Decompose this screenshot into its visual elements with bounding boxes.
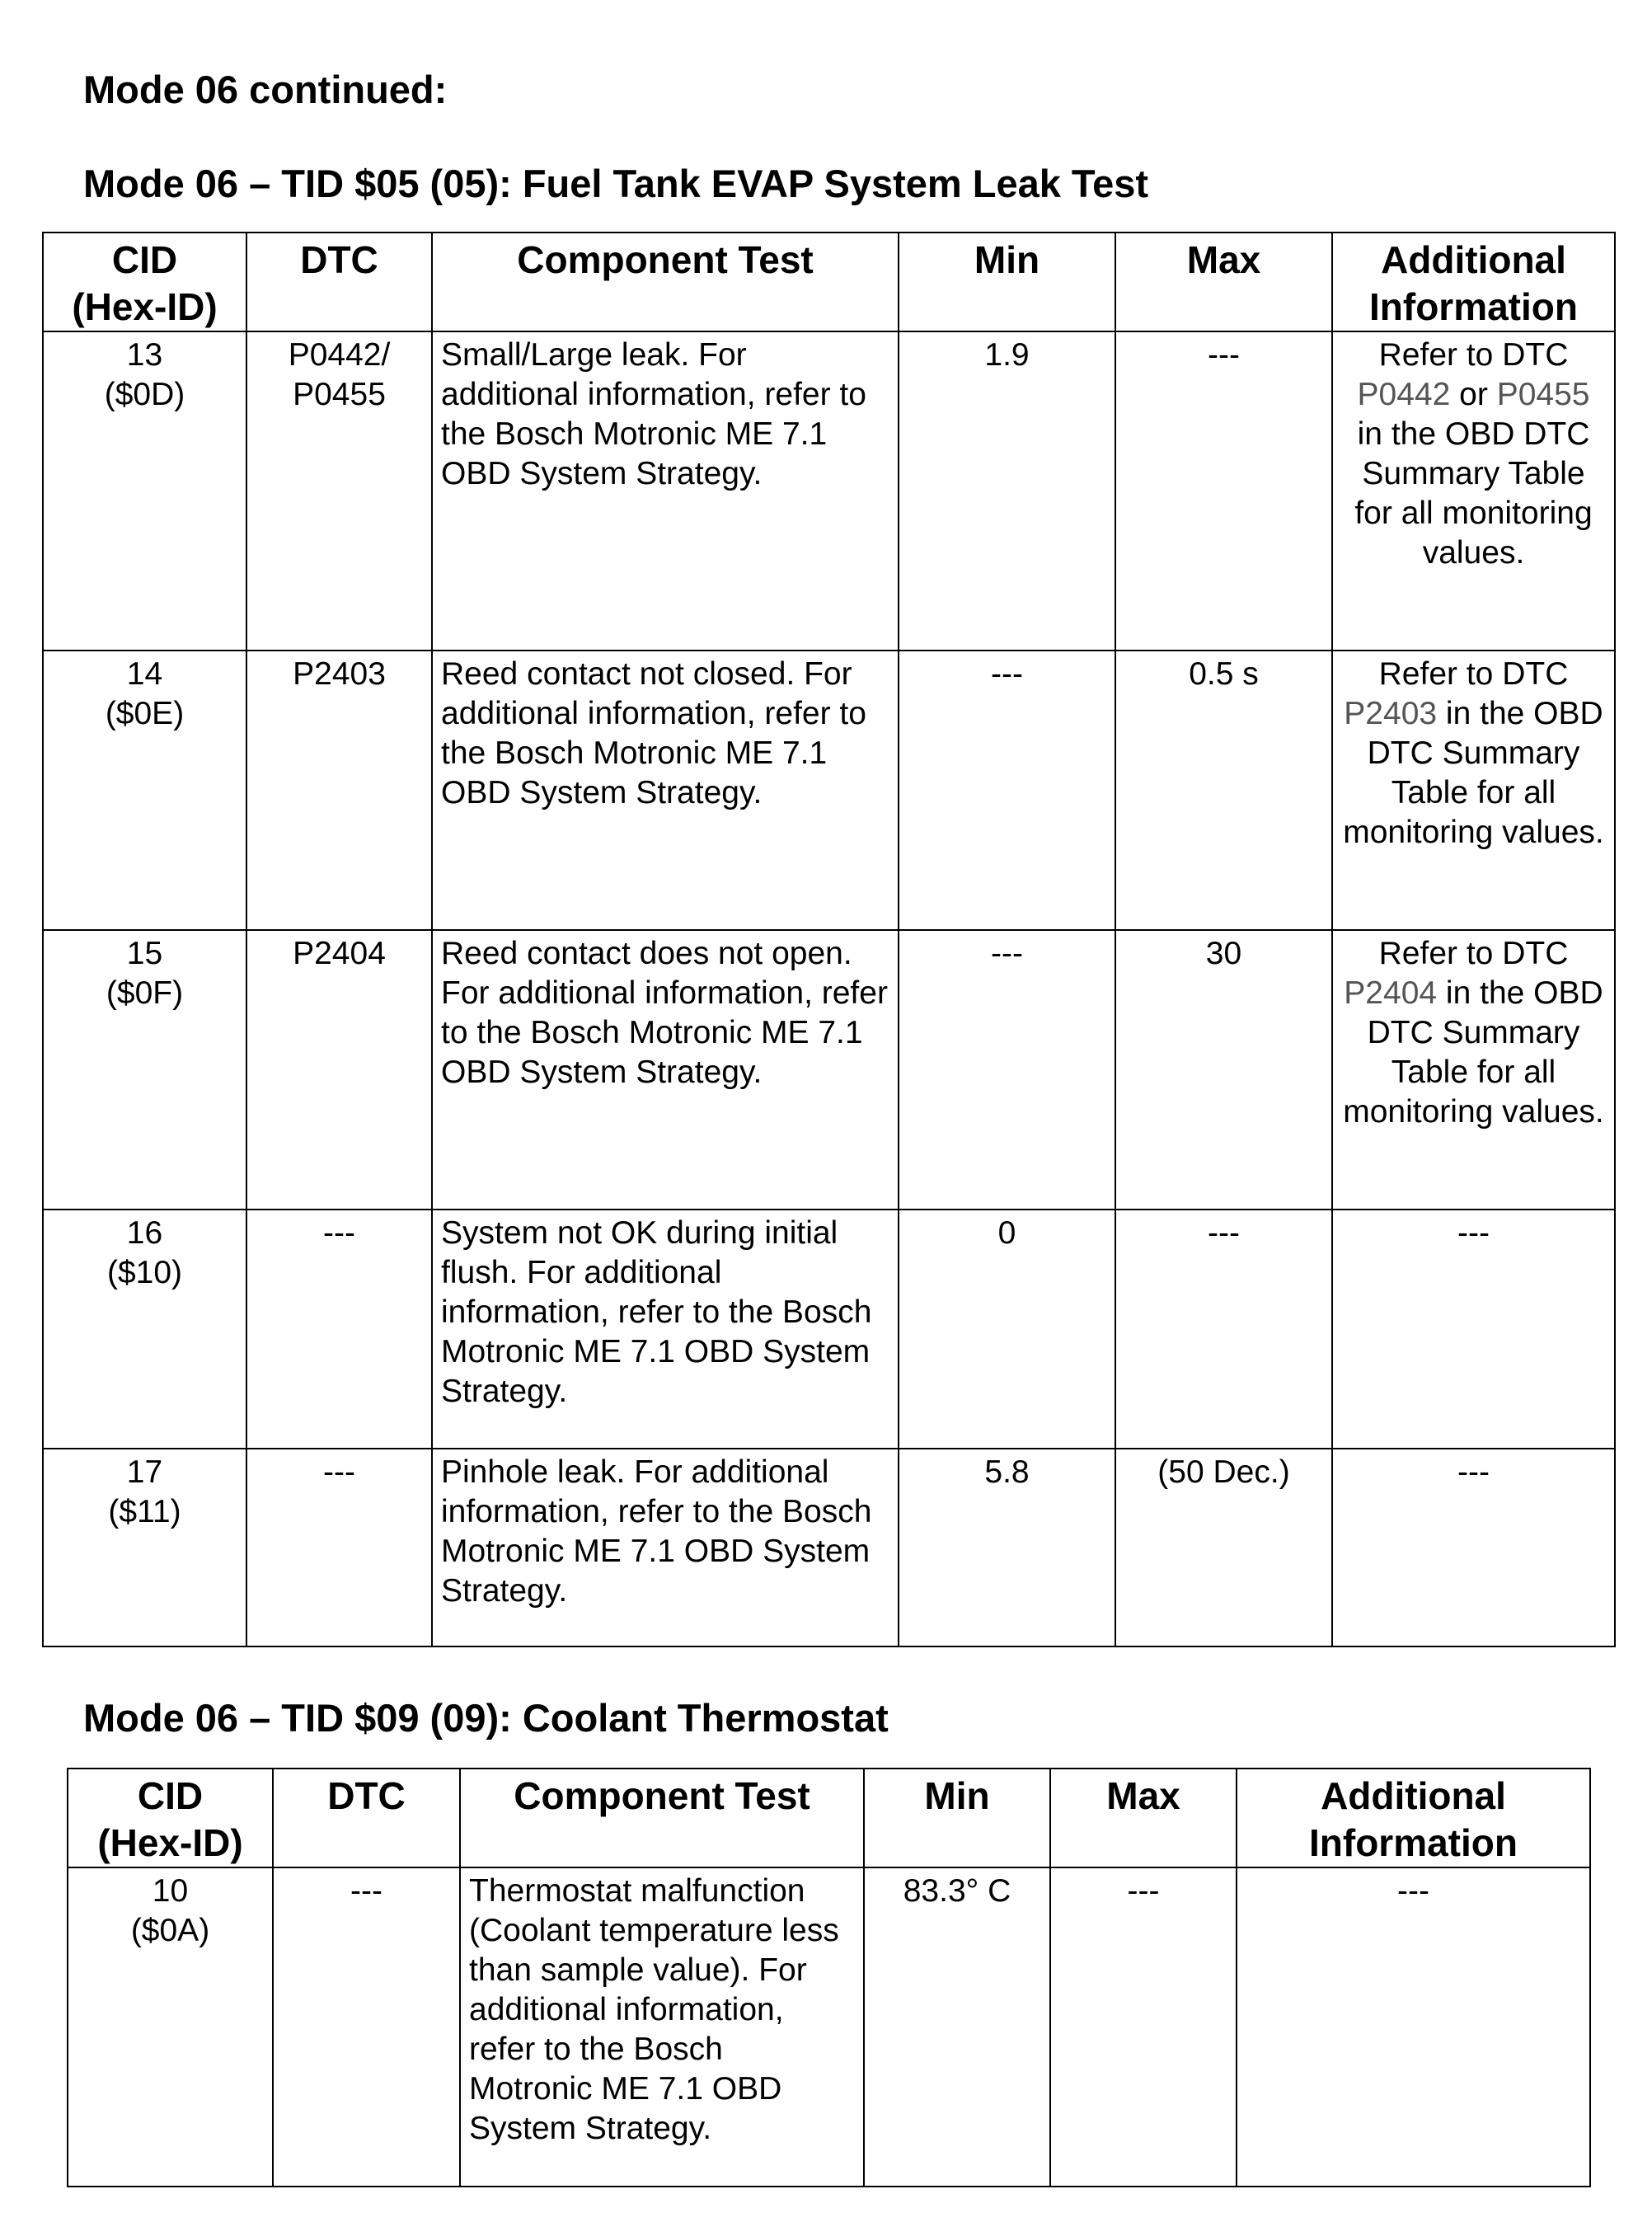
table-header-row bbox=[68, 1769, 1590, 1867]
cell-cid: 15 ($0F) bbox=[43, 930, 246, 1210]
cell-dtc: --- bbox=[246, 1210, 432, 1449]
cell-min: 1.9 bbox=[899, 331, 1115, 651]
cell-dtc: P2403 bbox=[246, 651, 432, 930]
cell-additional-information: Refer to DTC P2404 in the OBD DTC Summary Table for all monitoring values. bbox=[1332, 930, 1615, 1210]
header-cid: CID (Hex-ID) bbox=[43, 233, 246, 331]
table-row bbox=[43, 930, 1615, 1210]
cell-max: --- bbox=[1050, 1867, 1237, 2187]
cell-additional-information: Refer to DTC P0442 or P0455 in the OBD DTC Summary Table for all monitoring values. bbox=[1332, 331, 1615, 651]
cell-cid: 16 ($10) bbox=[43, 1210, 246, 1449]
dtc-link-p0442[interactable]: P0442 bbox=[1357, 377, 1451, 412]
dtc-link-p2403[interactable]: P2403 bbox=[1344, 696, 1438, 731]
evap-leak-test-table bbox=[42, 232, 1616, 1647]
cell-min: --- bbox=[899, 651, 1115, 930]
page-heading-continued: Mode 06 continued: bbox=[83, 68, 448, 111]
section-title-coolant-thermostat: Mode 06 – TID $09 (09): Coolant Thermostat bbox=[83, 1696, 889, 1740]
cell-cid: 13 ($0D) bbox=[43, 331, 246, 651]
cell-cid: 14 ($0E) bbox=[43, 651, 246, 930]
header-dtc: DTC bbox=[273, 1769, 460, 1867]
cell-dtc: --- bbox=[246, 1449, 432, 1646]
dtc-link-p2404[interactable]: P2404 bbox=[1344, 975, 1438, 1011]
cell-component-test: Pinhole leak. For additional information, refer to the Bosch Motronic ME 7.1 OBD System Strategy. bbox=[432, 1449, 899, 1646]
cell-min: 83.3° C bbox=[864, 1867, 1050, 2187]
header-max: Max bbox=[1050, 1769, 1237, 1867]
cell-additional-information: --- bbox=[1332, 1449, 1615, 1646]
cell-additional-information: --- bbox=[1237, 1867, 1590, 2187]
table-row bbox=[43, 1210, 1615, 1449]
header-additional-information: Additional Information bbox=[1237, 1769, 1590, 1867]
cell-component-test: Reed contact does not open. For additional information, refer to the Bosch Motronic ME 7.1 OBD System Strategy. bbox=[432, 930, 899, 1210]
header-cid: CID (Hex-ID) bbox=[68, 1769, 273, 1867]
table-row bbox=[43, 1449, 1615, 1646]
cell-min: 5.8 bbox=[899, 1449, 1115, 1646]
header-dtc: DTC bbox=[246, 233, 432, 331]
header-additional-information: Additional Information bbox=[1332, 233, 1615, 331]
header-min: Min bbox=[899, 233, 1115, 331]
cell-dtc: P2404 bbox=[246, 930, 432, 1210]
table-header-row bbox=[43, 233, 1615, 331]
dtc-link-p0455[interactable]: P0455 bbox=[1496, 377, 1590, 412]
cell-component-test: Thermostat malfunction (Coolant temperature less than sample value). For additional information, refer to the Bosch Motronic ME 7.1 OBD System Strategy. bbox=[460, 1867, 864, 2187]
table-row bbox=[68, 1867, 1590, 2187]
cell-max: 30 bbox=[1115, 930, 1332, 1210]
cell-max: (50 Dec.) bbox=[1115, 1449, 1332, 1646]
cell-cid: 17 ($11) bbox=[43, 1449, 246, 1646]
header-min: Min bbox=[864, 1769, 1050, 1867]
cell-dtc: --- bbox=[273, 1867, 460, 2187]
coolant-thermostat-table bbox=[67, 1768, 1591, 2187]
cell-component-test: System not OK during initial flush. For additional information, refer to the Bosch Motronic ME 7.1 OBD System Strategy. bbox=[432, 1210, 899, 1449]
cell-max: 0.5 s bbox=[1115, 651, 1332, 930]
cell-cid: 10 ($0A) bbox=[68, 1867, 273, 2187]
cell-max: --- bbox=[1115, 1210, 1332, 1449]
cell-additional-information: Refer to DTC P2403 in the OBD DTC Summary Table for all monitoring values. bbox=[1332, 651, 1615, 930]
table-row bbox=[43, 331, 1615, 651]
header-component-test: Component Test bbox=[460, 1769, 864, 1867]
cell-component-test: Reed contact not closed. For additional information, refer to the Bosch Motronic ME 7.1 OBD System Strategy. bbox=[432, 651, 899, 930]
table-row bbox=[43, 651, 1615, 930]
cell-min: 0 bbox=[899, 1210, 1115, 1449]
section-title-evap: Mode 06 – TID $05 (05): Fuel Tank EVAP System Leak Test bbox=[83, 162, 1149, 205]
cell-max: --- bbox=[1115, 331, 1332, 651]
cell-additional-information: --- bbox=[1332, 1210, 1615, 1449]
header-component-test: Component Test bbox=[432, 233, 899, 331]
cell-component-test: Small/Large leak. For additional information, refer to the Bosch Motronic ME 7.1 OBD System Strategy. bbox=[432, 331, 899, 651]
cell-min: --- bbox=[899, 930, 1115, 1210]
cell-dtc: P0442/ P0455 bbox=[246, 331, 432, 651]
header-max: Max bbox=[1115, 233, 1332, 331]
